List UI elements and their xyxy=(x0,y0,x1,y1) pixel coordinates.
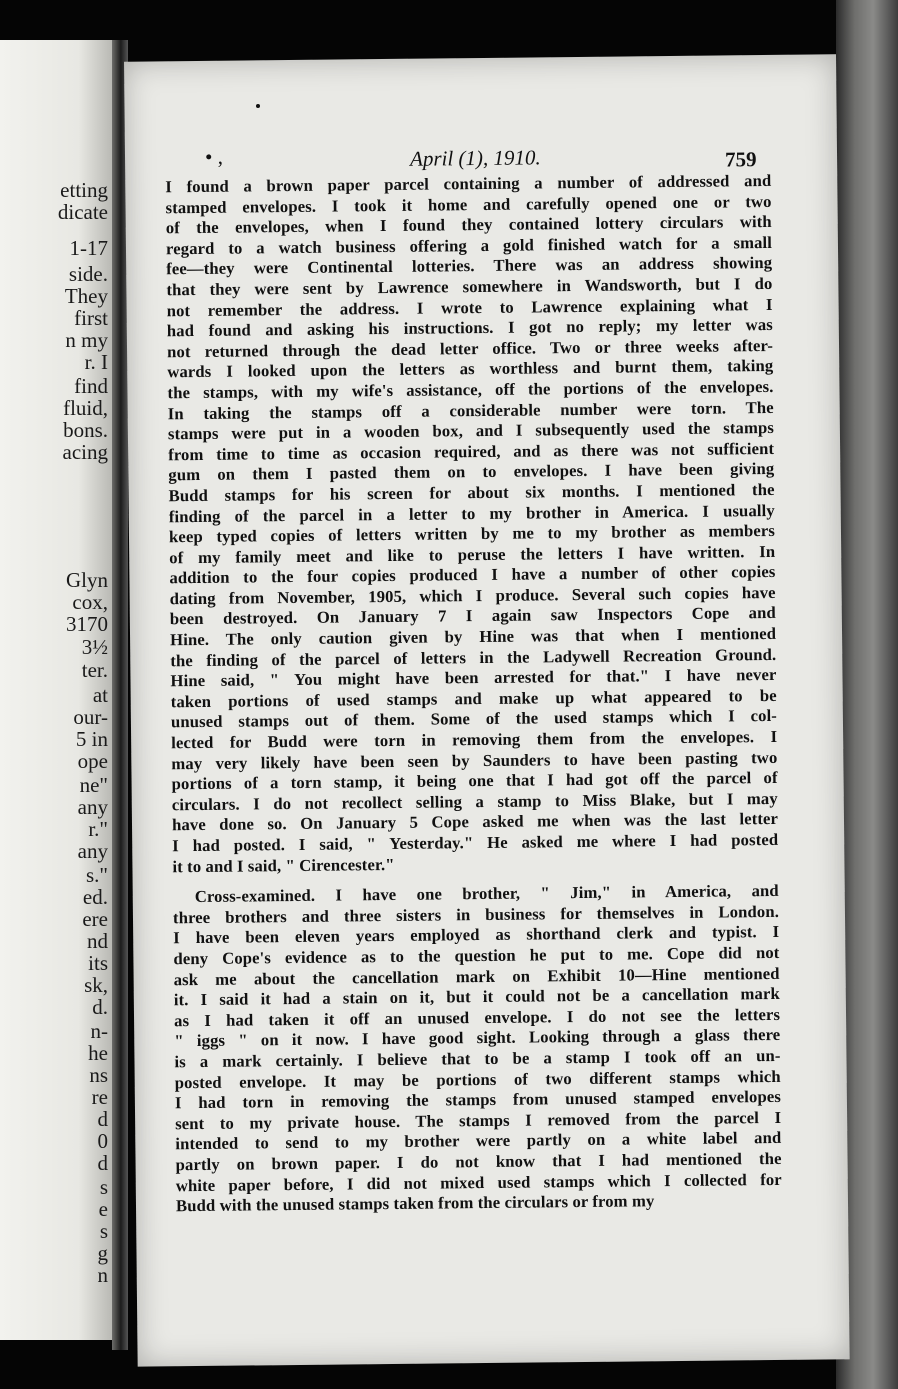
left-page-text-fragment: ne" xyxy=(79,773,108,797)
text-line: unused stamps out of them. Some of the used stamps which I col- xyxy=(170,706,778,732)
left-page-text-fragment: d xyxy=(97,1107,108,1131)
text-line: been destroyed. On January 7 I again saw Inspectors Cope and xyxy=(169,603,776,629)
text-line: from time to time as occasion required, and as there was not sufficient xyxy=(168,438,775,465)
text-line: I found a brown paper parcel containing a number of addressed and xyxy=(165,170,772,197)
left-page-fragment xyxy=(0,40,112,1340)
text-line: stamped envelopes. I took it home and carefully opened one or two xyxy=(165,191,772,217)
page-body xyxy=(165,171,782,1217)
left-page-text-fragment: 1-17 xyxy=(69,236,108,260)
left-page-text-fragment: side. xyxy=(68,262,108,286)
left-page-text-fragment: ed. xyxy=(82,885,108,909)
left-page-text-fragment: 3½ xyxy=(81,635,108,659)
left-page-text-fragment: ere xyxy=(82,907,108,931)
text-line: wards I looked upon the letters as worthless and burnt them, taking xyxy=(167,356,774,382)
text-line: had found and asking his instructions. I got no reply; my letter was xyxy=(166,315,773,341)
left-page-text-fragment: acing xyxy=(62,440,108,464)
text-line: keep typed copies of letters written by me to my brother as members xyxy=(168,521,776,547)
text-line: I have been eleven years employed as shorthand clerk and typist. I xyxy=(173,922,780,948)
text-line: Cross-examined. I have one brother, " Jim," in America, and xyxy=(194,881,779,907)
text-line: addition to the four copies produced I have a number of other copies xyxy=(169,562,776,588)
left-page-text-fragment: ope xyxy=(77,749,108,773)
left-page-text-fragment: nd xyxy=(87,929,108,953)
left-page-text-fragment: first xyxy=(74,306,108,330)
text-line: circulars. I do not recollect selling a stamp to Miss Blake, but I may xyxy=(171,788,778,815)
text-line: portions of a torn stamp, it being one that I had got off the parcel of xyxy=(171,768,778,794)
text-line: Budd stamps for his screen for about six months. I mentioned the xyxy=(168,479,775,506)
text-line: the finding of the parcel of letters in the Ladywell Recreation Ground. xyxy=(170,644,777,670)
left-page-text-fragment: e xyxy=(98,1197,108,1221)
text-line: may very likely have been seen by Saunders to have been pasting two xyxy=(171,747,778,773)
left-page-text-fragment: 5 in xyxy=(75,727,108,751)
page-title: April (1), 1910. xyxy=(409,145,541,171)
text-line: have done so. On January 5 Cope asked me when was the last letter xyxy=(171,809,779,835)
text-line: I had torn in removing the stamps from unused stamped envelopes xyxy=(174,1087,781,1113)
left-page-text-fragment: n my xyxy=(65,328,108,352)
text-line: Hine. The only caution given by Hine was that when I mentioned xyxy=(169,623,777,650)
left-page-text-fragment: find xyxy=(74,374,108,398)
text-line: posted envelope. It may be portions of two different stamps which xyxy=(174,1066,781,1092)
left-page-text-fragment: s xyxy=(99,1175,108,1199)
header-mark: • , xyxy=(204,144,224,169)
left-page-text-fragment: Glyn xyxy=(66,568,108,592)
text-line: of the envelopes, when I found they contained lottery circulars with xyxy=(165,212,772,238)
book-page xyxy=(124,54,850,1366)
text-line: that they were sent by Lawrence somewhere in Wandsworth, but I do xyxy=(166,273,773,300)
left-page-text-fragment: at xyxy=(92,683,108,707)
text-line: it. I said it had a stain on it, but it could not be a cancellation mark xyxy=(173,984,780,1010)
paragraph-testimony xyxy=(165,171,778,877)
text-line: I had posted. I said, " Yesterday." He asked me where I had posted xyxy=(172,829,779,856)
text-line: three brothers and three sisters in business for themselves in London. xyxy=(172,901,780,928)
left-page-text-fragment: s." xyxy=(86,863,108,887)
left-page-text-fragment: n xyxy=(97,1263,108,1287)
left-page-text-fragment: d. xyxy=(92,995,108,1019)
text-line: it to and I said, " Cirencester." xyxy=(172,854,395,876)
left-page-text-fragment: any xyxy=(77,795,108,819)
text-line: regard to a watch business offering a gold finished watch for a small xyxy=(165,232,773,259)
left-page-text-fragment: dicate xyxy=(57,200,108,224)
text-line: fee—they were Continental lotteries. There was an address showing xyxy=(166,253,773,279)
text-line: the stamps, with my wife's assistance, off the portions of the envelopes. xyxy=(167,376,774,403)
left-page-text-fragment: its xyxy=(88,951,108,975)
left-page-text-fragment: he xyxy=(88,1041,108,1065)
left-page-text-fragment: r. I xyxy=(84,350,108,374)
left-page-text-fragment: 3170 xyxy=(66,612,108,636)
text-line: Hine said, " You might have been arrested for that." I have never xyxy=(170,665,777,691)
text-line: deny Cope's evidence as to the question he put to me. Cope did not xyxy=(173,942,780,969)
text-line: finding of the parcel in a letter to my brother in America. I usually xyxy=(168,500,775,526)
left-page-text-fragment: r." xyxy=(88,817,108,841)
left-page-text-fragment: ter. xyxy=(81,658,108,682)
text-line: stamps were put in a wooden box, and I subsequently used the stamps xyxy=(167,418,774,444)
left-page-text-fragment: fluid, xyxy=(63,396,108,420)
left-page-text-fragment: any xyxy=(77,839,108,863)
left-page-text-fragment: They xyxy=(64,284,108,308)
text-line: of my family meet and like to peruse the letters I have written. In xyxy=(169,541,776,567)
text-line: lected for Budd were torn in removing them from the envelopes. I xyxy=(171,726,778,753)
text-line: intended to send to my brother were partly on a white label and xyxy=(175,1128,782,1154)
text-line: partly on brown paper. I do not know that I had mentioned the xyxy=(175,1148,782,1175)
text-line: sent to my private house. The stamps I removed from the parcel I xyxy=(175,1107,782,1133)
text-line: " iggs " on it now. I have good sight. Looking through a glass there xyxy=(174,1025,781,1051)
text-line: Budd with the unused stamps taken from the circulars or from my xyxy=(175,1191,655,1216)
text-line: as I had taken it off an unused envelope. I do not see the letters xyxy=(173,1004,781,1031)
left-page-text-fragment: 0 xyxy=(97,1129,108,1153)
left-page-text-fragment: n- xyxy=(90,1019,108,1043)
left-page-text-fragment: g xyxy=(97,1241,108,1265)
text-line: not returned through the dead letter office. Two or three weeks after- xyxy=(166,335,774,362)
ink-speck xyxy=(256,104,260,108)
text-line: ask me about the cancellation mark on Exhibit 10—Hine mentioned xyxy=(173,963,780,989)
text-line: gum on them I pasted them on to envelopes. I have been giving xyxy=(168,459,775,485)
left-page-text-fragment: our- xyxy=(73,705,108,729)
text-line: taken portions of used stamps and make up what appeared to be xyxy=(170,685,777,712)
left-page-text-fragment: re xyxy=(91,1085,108,1109)
text-line: not remember the address. I wrote to Lawrence explaining what I xyxy=(166,294,773,320)
text-line: In taking the stamps off a considerable number were torn. The xyxy=(167,397,774,423)
text-line: is a mark certainly. I believe that to be a stamp I took off an un- xyxy=(174,1045,781,1072)
left-page-text-fragment: etting xyxy=(60,178,108,202)
left-page-text-fragment: sk, xyxy=(84,973,108,997)
left-page-text-fragment: bons. xyxy=(63,418,108,442)
text-line: white paper before, I did not mixed used stamps which I collected for xyxy=(175,1169,782,1195)
paragraph-cross-examination xyxy=(173,881,782,1217)
left-page-text-fragment: d xyxy=(97,1151,108,1175)
page-number: 759 xyxy=(724,147,757,172)
left-page-text-fragment: s xyxy=(99,1219,108,1243)
left-page-text-fragment: cox, xyxy=(72,590,108,614)
left-page-text-fragment: ns xyxy=(89,1063,108,1087)
text-line: dating from November, 1905, which I produce. Several such copies have xyxy=(169,582,776,609)
